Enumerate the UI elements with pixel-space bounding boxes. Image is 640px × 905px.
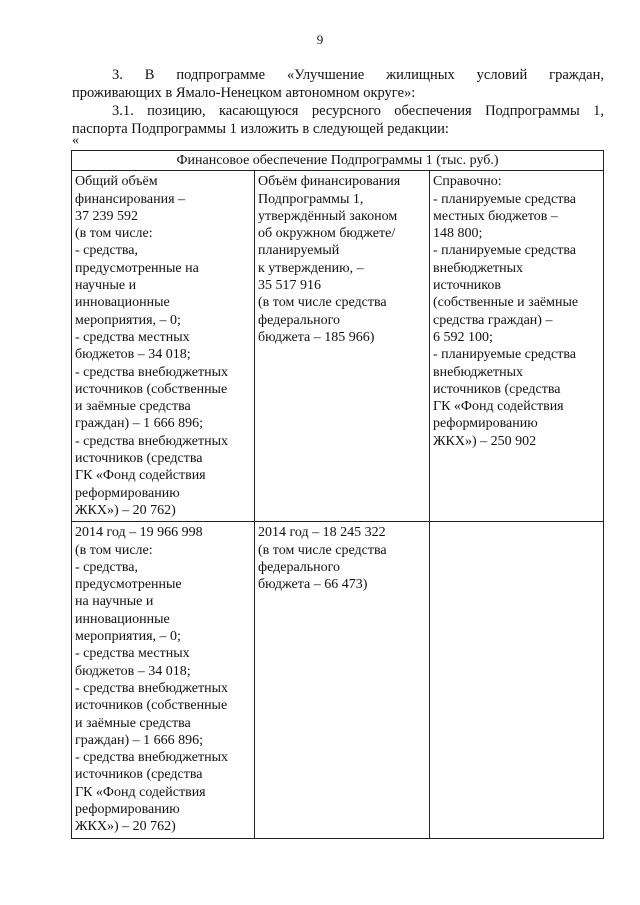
cell-line: граждан) – 1 666 896; [75,732,204,748]
cell-line: (собственные и заёмные [433,295,579,311]
cell-line: бюджета – 185 966) [258,329,375,345]
approved-2014-cell [255,522,430,838]
cell-line: реформированию [75,801,180,817]
cell-line: реформированию [433,416,538,432]
table-row-2014 [72,522,604,838]
reference-funding-cell [430,171,604,522]
cell-line: федерального [258,559,341,575]
cell-line: местных бюджетов – [433,208,558,224]
cell-line: Общий объём [75,174,158,190]
cell-line: инновационные [75,611,170,627]
page-number: 9 [316,32,324,47]
table-header-row [72,151,604,171]
cell-line: (в том числе средства [258,295,387,311]
cell-line: источников (собственные [75,698,228,714]
cell-line: 2014 год – 18 245 322 [258,525,386,541]
cell-line: источников (средства [433,381,561,397]
cell-line: ЖКХ») – 250 902 [433,433,537,449]
cell-line: к утверждению, – [258,260,364,276]
cell-line: федерального [258,312,341,328]
cell-line: 2014 год – 19 966 998 [75,525,203,541]
cell-line: - средства местных [75,646,190,662]
paragraph-3-line-1: 3. В подпрограмме «Улучшение жилищных условий граждан, [112,67,604,83]
cell-line: ЖКХ») – 20 762) [75,819,176,835]
cell-line: бюджетов – 34 018; [75,663,191,679]
cell-line: - средства внебюджетных [75,364,229,380]
cell-line: 37 239 592 [75,208,138,224]
cell-line: бюджетов – 34 018; [75,347,191,363]
total-funding-cell [72,171,255,522]
cell-line: и заёмные средства [75,399,191,415]
cell-line: предусмотренные [75,577,182,593]
cell-line: внебюджетных [433,364,524,380]
cell-line: - средства внебюджетных [75,750,229,766]
cell-line: Подпрограммы 1, [258,191,364,207]
financing-table [71,150,604,839]
cell-line: ГК «Фонд содействия [75,784,206,800]
cell-line: (в том числе: [75,542,153,558]
cell-line: (в том числе средства [258,542,387,558]
cell-line: на научные и [75,594,154,610]
cell-line: - планируемые средства [433,191,577,207]
cell-line: Объём финансирования [258,174,401,190]
cell-line: Справочно: [433,174,502,190]
cell-line: - средства внебюджетных [75,680,229,696]
cell-line: ЖКХ») – 20 762) [75,502,176,518]
cell-line: - средства, [75,559,138,575]
cell-line: предусмотренные на [75,260,199,276]
cell-line: научные и [75,278,137,294]
cell-line: 35 517 916 [258,278,321,294]
cell-line: - планируемые средства [433,243,577,259]
cell-line: мероприятия, – 0; [75,629,181,645]
cell-line: источников (собственные [75,381,228,397]
cell-line: планируемый [258,243,340,259]
paragraph-3 [72,66,604,102]
cell-line: - средства местных [75,329,190,345]
cell-line: и заёмные средства [75,715,191,731]
cell-line: инновационные [75,295,170,311]
cell-line: (в том числе: [75,226,153,242]
cell-line: мероприятия, – 0; [75,312,181,328]
cell-line: бюджета – 66 473) [258,577,368,593]
cell-line: утверждённый законом [258,208,398,224]
cell-line: об окружном бюджете/ [258,226,396,242]
reference-2014-cell [430,522,604,838]
approved-funding-cell [255,171,430,522]
table-row-total [72,171,604,522]
cell-line: финансирования – [75,191,186,207]
cell-line: источников [433,278,502,294]
cell-line: ГК «Фонд содействия [75,468,206,484]
table-header: Финансовое обеспечение Подпрограммы 1 (тыс. руб.) [72,151,604,171]
funding-2014-cell [72,522,255,838]
cell-line: - средства внебюджетных [75,433,229,449]
paragraph-3-line-2: проживающих в Ямало-Ненецком автономном округе»: [72,85,416,101]
open-quote: « [72,133,79,148]
cell-line: средства граждан) – [433,312,553,328]
paragraph-3-1 [72,102,604,138]
cell-line: 148 800; [433,226,483,242]
cell-line: - средства, [75,243,138,259]
cell-line: ГК «Фонд содействия [433,399,564,415]
cell-line: реформированию [75,485,180,501]
paragraph-3-1-line-1: 3.1. позицию, касающуюся ресурсного обеспечения Подпрограммы 1, [112,103,604,119]
cell-line: внебюджетных [433,260,524,276]
cell-line: источников (средства [75,767,203,783]
cell-line: - планируемые средства [433,347,577,363]
paragraph-3-1-line-2: паспорта Подпрограммы 1 изложить в следующей редакции: [72,121,449,137]
cell-line: граждан) – 1 666 896; [75,416,204,432]
cell-line: 6 592 100; [433,329,493,345]
cell-line: источников (средства [75,451,203,467]
